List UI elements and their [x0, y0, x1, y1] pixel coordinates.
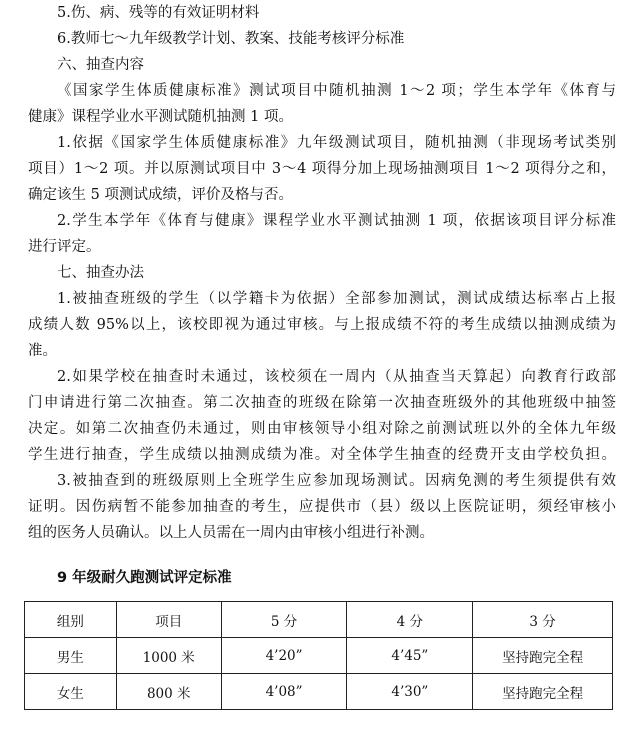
table-cell: 4’20”	[221, 638, 347, 674]
paragraph-line: 学生进行抽查，学生成绩以抽测成绩为准。对全体学生抽查的经费开支由学校负担。	[28, 447, 616, 463]
paragraph-line: 项目）1～2 项。并以原测试项目中 3～4 项得分加上现场抽测项目 1～2 项得分之和，	[28, 161, 616, 177]
table-row	[25, 638, 613, 674]
table-cell: 800 米	[116, 674, 221, 710]
paragraph-line: 决定。如第二次抽查仍未通过，则由审核领导小组对除之前测试班以外的全体九年级	[28, 421, 616, 437]
paragraph-line: 1.依据《国家学生体质健康标准》九年级测试项目，随机抽测（非现场考试类别	[57, 135, 616, 151]
table-cell: 坚持跑完全程	[473, 638, 613, 674]
table-cell: 4’45”	[347, 638, 473, 674]
paragraph-line: 确定该生 5 项测试成绩，评价及格与否。	[28, 187, 293, 203]
paragraph-line: 1.被抽查班级的学生（以学籍卡为依据）全部参加测试，测试成绩达标率占上报	[57, 291, 616, 307]
header-score-3: 3 分	[473, 602, 613, 638]
endurance-run-table	[24, 601, 613, 710]
header-item: 项目	[116, 602, 221, 638]
table-row	[25, 674, 613, 710]
paragraph-line: 进行评定。	[28, 239, 101, 255]
header-score-4: 4 分	[347, 602, 473, 638]
list-item-5: 5.伤、病、残等的有效证明材料	[57, 5, 260, 21]
table-cell: 坚持跑完全程	[473, 674, 613, 710]
paragraph-line: 2.如果学校在抽查时未通过，该校须在一周内（从抽查当天算起）向教育行政部	[57, 369, 616, 385]
paragraph-line: 门申请进行第二次抽查。第二次抽查的班级在除第一次抽查班级外的其他班级中抽签	[28, 395, 616, 411]
table-cell: 男生	[25, 638, 117, 674]
header-group: 组别	[25, 602, 117, 638]
paragraph-line: 3.被抽查到的班级原则上全班学生应参加现场测试。因病免测的考生须提供有效	[57, 473, 616, 489]
section-heading-6: 六、抽查内容	[57, 57, 144, 73]
paragraph-line: 成绩人数 95%以上，该校即视为通过审核。与上报成绩不符的考生成绩以抽测成绩为	[28, 317, 616, 333]
header-score-5: 5 分	[221, 602, 347, 638]
paragraph-line: 健康》课程学业水平测试随机抽测 1 项。	[28, 109, 293, 125]
paragraph-line: 2.学生本学年《体育与健康》课程学业水平测试抽测 1 项，依据该项目评分标准	[57, 213, 616, 229]
table-cell: 4’08”	[221, 674, 347, 710]
table-title: 9 年级耐久跑测试评定标准	[57, 570, 232, 586]
section-heading-7: 七、抽查办法	[57, 265, 144, 281]
paragraph-line: 《国家学生体质健康标准》测试项目中随机抽测 1～2 项；学生本学年《体育与	[57, 83, 616, 99]
table-cell: 1000 米	[116, 638, 221, 674]
paragraph-line: 准。	[28, 343, 57, 359]
paragraph-line: 证明。因伤病暂不能参加抽查的考生，应提供市（县）级以上医院证明，须经审核小	[28, 499, 616, 515]
paragraph-line: 组的医务人员确认。以上人员需在一周内由审核小组进行补测。	[28, 525, 434, 541]
table-header-row	[25, 602, 613, 638]
list-item-6: 6.教师七～九年级教学计划、教案、技能考核评分标准	[57, 31, 405, 47]
table-cell: 4’30”	[347, 674, 473, 710]
table-cell: 女生	[25, 674, 117, 710]
